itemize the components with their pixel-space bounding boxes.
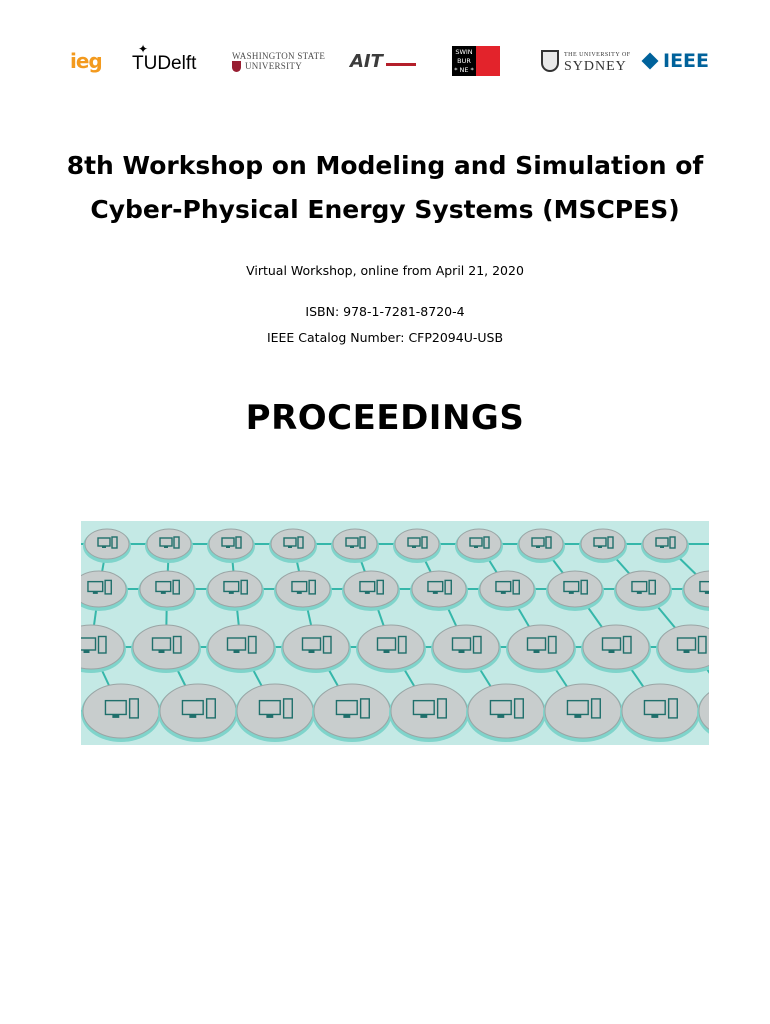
computer-node bbox=[641, 529, 689, 563]
title-line-1: 8th Workshop on Modeling and Simulation of bbox=[66, 151, 704, 180]
computer-node bbox=[281, 625, 351, 673]
network-cover-image bbox=[81, 521, 709, 745]
wsu-logo bbox=[232, 42, 325, 80]
computer-node bbox=[543, 684, 623, 742]
computer-node bbox=[431, 625, 501, 673]
swinburne-logo bbox=[452, 46, 500, 76]
wsu-shield-icon bbox=[232, 61, 241, 72]
computer-node bbox=[206, 571, 264, 611]
computer-node bbox=[579, 529, 627, 563]
computer-node bbox=[393, 529, 441, 563]
computer-node bbox=[342, 571, 400, 611]
computer-node bbox=[312, 684, 392, 742]
computer-node bbox=[81, 684, 161, 742]
computer-node bbox=[269, 529, 317, 563]
proceedings-heading: PROCEEDINGS bbox=[245, 398, 525, 438]
computer-node bbox=[466, 684, 546, 742]
swinburne-text-3: * NE * bbox=[454, 65, 474, 74]
document-title bbox=[40, 144, 730, 232]
computer-node bbox=[478, 571, 536, 611]
title-line-2: Cyber-Physical Energy Systems (MSCPES) bbox=[90, 195, 680, 224]
computer-node bbox=[83, 529, 131, 563]
computer-node bbox=[145, 529, 193, 563]
logo-bar bbox=[60, 42, 720, 82]
computer-node bbox=[410, 571, 468, 611]
computer-node bbox=[455, 529, 503, 563]
workshop-subtitle: Virtual Workshop, online from April 21, 2020 bbox=[246, 263, 524, 278]
computer-node bbox=[331, 529, 379, 563]
ieee-logo bbox=[644, 42, 709, 80]
wsu-logo-line1: WASHINGTON STATE bbox=[232, 50, 326, 61]
sydney-logo-line2: SYDNEY bbox=[564, 59, 627, 74]
tudelft-logo-text: TUDelft bbox=[132, 53, 197, 74]
ait-tagline-mark bbox=[386, 63, 416, 66]
computer-node bbox=[207, 529, 255, 563]
computer-node bbox=[138, 571, 196, 611]
swinburne-text-2: BUR bbox=[457, 56, 471, 65]
sydney-logo bbox=[541, 42, 631, 80]
computer-node bbox=[517, 529, 565, 563]
wsu-logo-line2: UNIVERSITY bbox=[245, 61, 302, 71]
computer-node bbox=[614, 571, 672, 611]
computer-node bbox=[235, 684, 315, 742]
catalog-number-line: IEEE Catalog Number: CFP2094U-USB bbox=[266, 330, 504, 345]
tudelft-flame-icon: ✦ bbox=[138, 42, 149, 56]
computer-node bbox=[389, 684, 469, 742]
computer-node bbox=[158, 684, 238, 742]
ieg-logo-text: ieg bbox=[70, 49, 102, 73]
computer-node bbox=[506, 625, 576, 673]
ieee-diamond-icon bbox=[642, 53, 659, 70]
swinburne-red-block bbox=[476, 46, 500, 76]
computer-node bbox=[620, 684, 700, 742]
tudelft-logo bbox=[132, 42, 196, 80]
isbn-line: ISBN: 978-1-7281-8720-4 bbox=[305, 304, 465, 319]
swinburne-text-1: SWIN bbox=[455, 47, 473, 56]
ait-logo bbox=[350, 42, 416, 80]
ieg-logo bbox=[70, 42, 102, 80]
computer-node bbox=[581, 625, 651, 673]
computer-node bbox=[546, 571, 604, 611]
computer-node bbox=[274, 571, 332, 611]
ieee-logo-text: IEEE bbox=[663, 50, 710, 72]
computer-node bbox=[131, 625, 201, 673]
computer-node bbox=[206, 625, 276, 673]
computer-node bbox=[356, 625, 426, 673]
ait-logo-text: AIT bbox=[350, 50, 383, 72]
sydney-crest-icon bbox=[541, 50, 559, 72]
sydney-logo-line1: THE UNIVERSITY OF bbox=[564, 52, 631, 58]
